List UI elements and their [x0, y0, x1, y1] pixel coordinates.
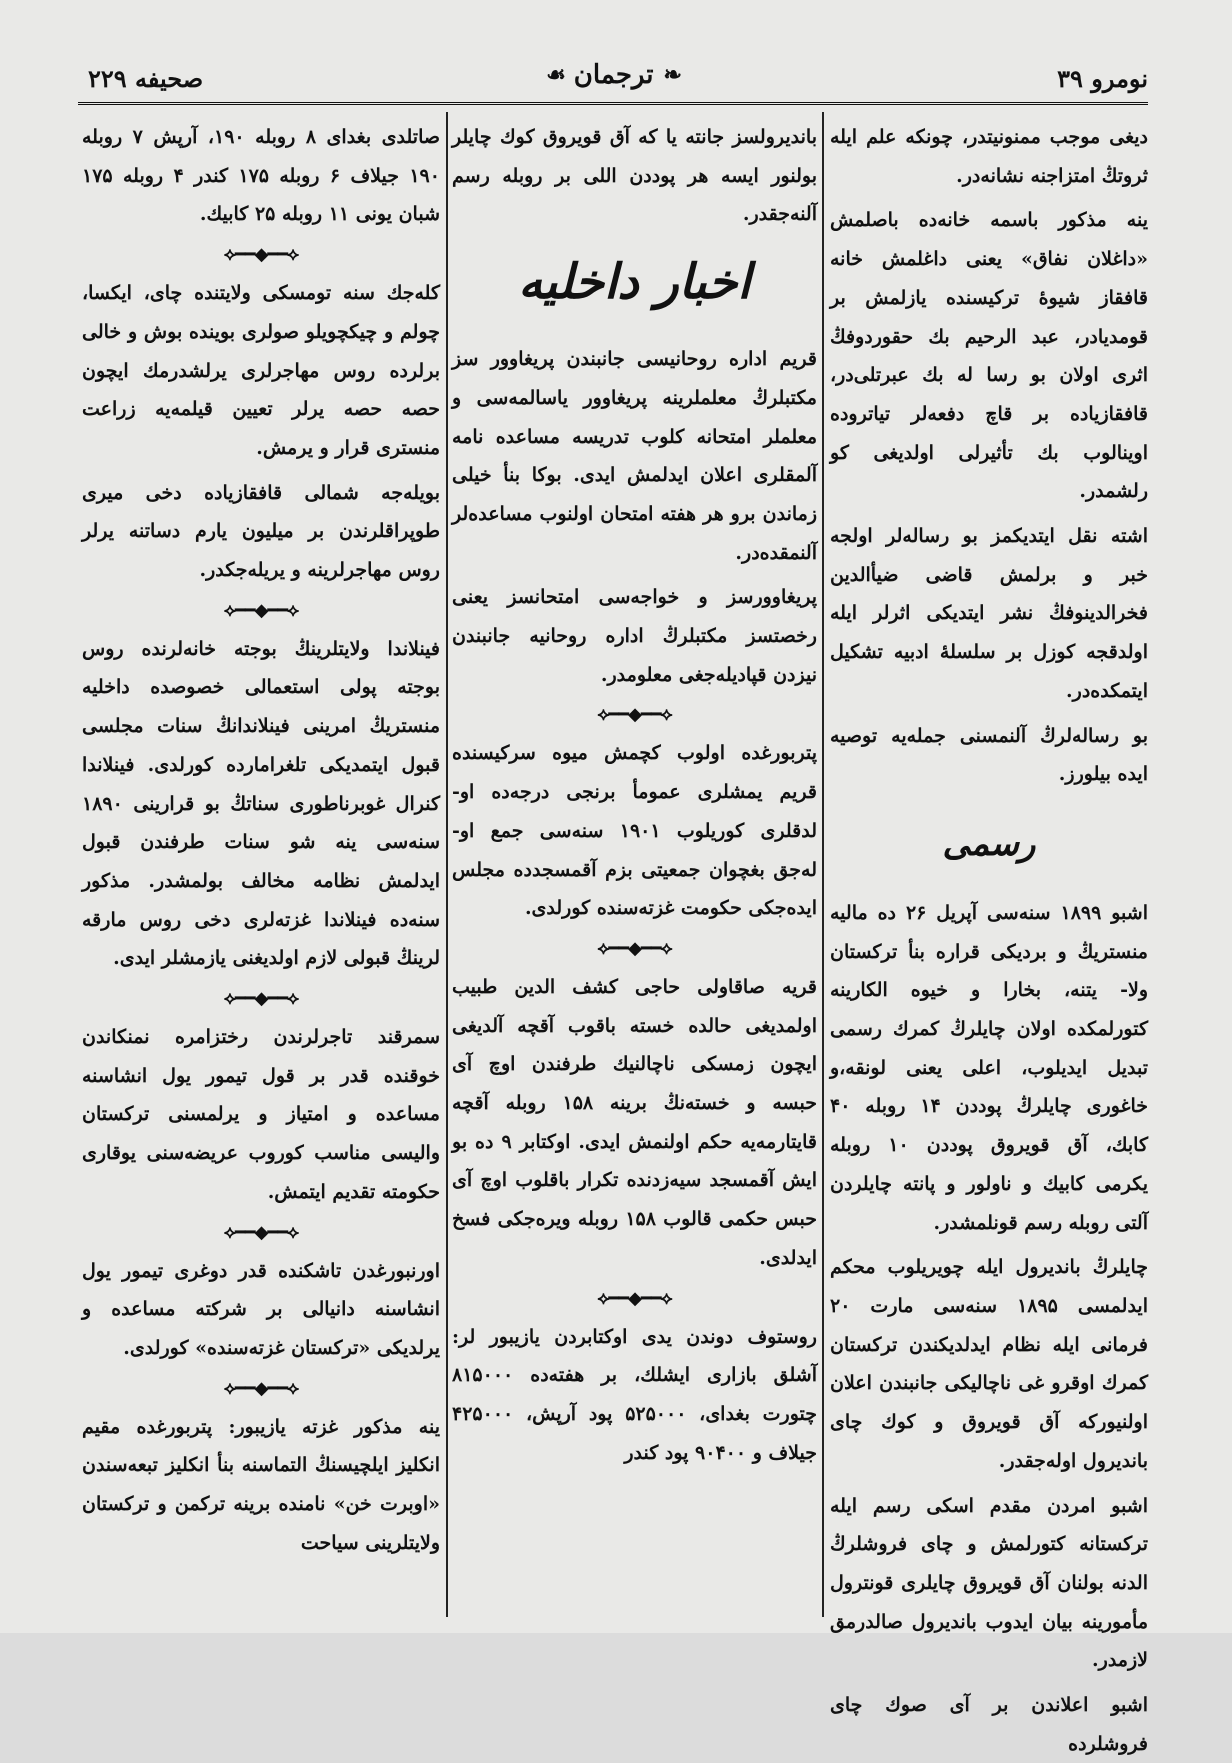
ornament-divider: ⟡━━◆━━⟡	[224, 988, 298, 1010]
article-paragraph: صاتلدی بغدای ۸ روبله ۱۹۰، آرپش ۷ روبله ۱۹۰ جیلاف ۶ روبله ۱۷۵ کندر ۴ روبله ۱۷۵ شبان یونی ۱۱ روبله ۲۵ کابیك.	[82, 126, 441, 226]
article-paragraph: قریه صاقاولی حاجی کشف الدین طبیب اولمدیغی حالده خسته باقوب آقچه آلدیغی ایچون زمسکی ناچالنیك طرفندن اوچ آی حبسه و خسته‌نڭ برینه ۱۵۸ روبله آقچه قایتارمه‌یه حکم اولنمش ایدی. اوکتابر ۹ ده بو ایش آقمسجد سیه‌زدنده تکرار باقلوب اوچ آی حبس حکمی قالوب ۱۵۸ روبله ویره‌جکی فسخ ایدلدی.	[452, 975, 818, 1269]
article-paragraph: سمرقند تاجرلرندن رختزامره نمنکاندن خوقنده قدر بر قول تیمور یول انشاسنه مساعده و امتیاز و یرلمسنی ترکستان والیسی مناسب کوروب عریضه‌سنی یوقاری حکومته تقدیم ایتمش.	[82, 1026, 440, 1203]
article-paragraph: پریغاوورسز و خواجه‌سی امتحانسز یعنی رخصتسز مکتبلرڭ اداره روحانیه جانبندن نیزدن قپادیله‌جغی معلومدر.	[452, 586, 817, 686]
article-paragraph: باندیرولسز جانته یا که آق قویروق کوك چایلر بولنور ایسه هر پوددن اللی بر روبله رسم آلنه‌جقدر.	[452, 126, 817, 226]
column-left	[82, 118, 440, 1618]
article-paragraph: اشبو ۱۸۹۹ سنه‌سی آپریل ۲۶ ده مالیه منستریڭ و بردیکی قراره بنأ ترکستان ولا- یتنه، بخارا و خیوه الکارینه کتورلمکده اولان چایلرڭ کمرك رسمی تبدیل ایدیلوب، اعلی یعنی لونقه،و خاغوری چایلرڭ پوددن ۱۴ روبله ۴۰ کابك، آق قویروق پوددن ۱۰ روبله یکرمی کابیك و ناولور و پانته چایلردن آلتی روبله رسم قونلمشدر.	[830, 901, 1149, 1234]
header-rule	[78, 102, 1148, 105]
ornament-divider: ⟡━━◆━━⟡	[224, 599, 298, 621]
article-paragraph: ینه مذکور باسمه خانه‌ده باصلمش «داغلان نفاق» یعنی داغلمش خانه قافقاز شیوهٔ ترکیسنده یازلمش بر قومدیادر، عبد الرحیم بك حقوردوفڭ اثری اولان بو رسا له بك عبرتلی‌در، قافقازیاده بر قاچ دفعه‌لر تیاتروده اوینالوب بك تأثیرلی اولدیغی کو رلشمدر.	[830, 209, 1148, 503]
ornament-divider: ⟡━━◆━━⟡	[224, 1221, 298, 1243]
ornament-icon: ❧	[663, 62, 680, 88]
issue-number: نومرو ۳۹	[1057, 64, 1148, 93]
article-paragraph: چایلرڭ باندیرول ایله چویریلوب محکم ایدلمسی ۱۸۹۵ سنه‌سی مارت ۲۰ فرمانی ایله نظام ایدلدیکندن ترکستان کمرك اوقرو غی ناچالیکی جانبندن اعلان اولنیورکه آق قویروق و کوك چای باندیرول اوله‌جقدر.	[830, 1256, 1148, 1472]
article-paragraph: اورنبورغدن تاشکنده قدر دوغری تیمور یول انشاسنه دانیالی بر شرکته مساعده و یرلدیکی «ترکستان غزته‌سنده» کورلدی.	[82, 1259, 440, 1359]
ornament-divider: ⟡━━◆━━⟡	[224, 244, 298, 266]
article-paragraph: ینه مذکور غزته یازیبور: پتربورغده مقیم انکلیز ایلچیسنڭ التماسنه بنأ انکلیز تبعه‌سندن «اوبرت خن» نامنده برینه ترکمن و ترکستان ولایتلرینی سیاحت	[82, 1415, 440, 1554]
article-paragraph: پتربورغده اولوب کچمش میوه سرکیسنده قریم یمشلری عمومأ برنجی درجه‌ده او- لدقلری کوریلوب ۱۹۰۱ سنه‌سی جمع او- له‌جق بغچوان جمعیتی بزم آقمسجدده مجلس ایده‌جکی حکومت غزته‌سنده کورلدی.	[452, 742, 817, 920]
ornament-divider: ⟡━━◆━━⟡	[224, 1377, 298, 1399]
ornament-icon: ☙	[546, 62, 564, 88]
article-paragraph: دیغی موجب ممنونیتدر، چونکه علم ایله ثروتڭ امتزاجنه نشانه‌در.	[830, 126, 1148, 187]
column-divider	[446, 112, 448, 1617]
page-header	[78, 60, 1148, 100]
section-title-official: رسمی	[942, 823, 1036, 864]
article-paragraph: بو رساله‌لرڭ آلنمسنی جمله‌یه توصیه ایده بیلورز.	[830, 724, 1148, 786]
article-paragraph: کله‌جك سنه تومسکی ولایتنده چای، ایکسا، چولم و چیکچویلو صولری بوینده بوش و خالی برلرده روس مهاجرلری یرلشدرمك ایچون حصه حصه یرلر تعیین قیلمه‌یه زراعت منستری قرار و یرمش.	[82, 282, 440, 459]
article-paragraph: اشبو امردن مقدم اسکی رسم ایله ترکستانه کتورلمش و چای فروشلرڭ الدنه بولنان آق قویروق چایلری قونترول مأمورینه بیان ایدوب باندیرول صالدرمق لازمدر.	[830, 1494, 1148, 1672]
article-paragraph: اشبو اعلاندن بر آی صوك چای فروشلرده	[830, 1694, 1148, 1755]
section-title-domestic-news: اخبار داخلیه	[518, 254, 751, 311]
ornament-divider: ⟡━━◆━━⟡	[597, 1287, 672, 1309]
article-paragraph: قریم اداره روحانیسی جانبندن پریغاوور سز مکتبلرڭ معلملرینه پریغاوور یاسالمه‌سی و معلملر امتحانه کلوب تدریسه مساعده نامه آلمقلری اعلان ایدلمش ایدی. بوکا بنأ خیلی زماندن برو هر هفته امتحان اولنوب مساعده‌لر آلنمقده‌در.	[452, 348, 817, 564]
newspaper-title-text: ترجمان	[573, 60, 654, 90]
column-middle	[452, 118, 817, 1618]
ornament-divider: ⟡━━◆━━⟡	[597, 937, 672, 959]
article-paragraph: بویله‌جه شمالی قافقازیاده دخی میری طوپراقلرندن بر میلیون یارم دساتنه یرلر روس مهاجرلرینه و یریله‌جکدر.	[82, 481, 440, 582]
column-right	[830, 118, 1149, 1755]
page-number: صحیفه ۲۲۹	[88, 64, 204, 93]
newspaper-title	[546, 60, 680, 90]
article-paragraph: روستوف دوندن یدی اوکتابردن یازیبور لر: آشلق بازاری ایشلك، بر هفته‌ده ۸۱۵۰۰۰ چتورت بغدای، ۵۲۵۰۰۰ پود آرپش، ۴۲۵۰۰۰ جیلاف و ۹۰۴۰۰ پود کندر	[452, 1325, 818, 1464]
article-paragraph: اشته نقل ایتدیکمز بو رساله‌لر اولجه خبر و برلمش قاضی ضیأالدین فخرالدینوفڭ نشر ایتدیکی اثرلر ایله اولدقجه کوزل بر سلسلهٔ ادبیه تشکیل ایتمکده‌در.	[830, 525, 1148, 702]
article-paragraph: فینلاندا ولایتلرینڭ بوجته خانه‌لرنده روس بوجته پولی استعمالی خصوصده داخلیه منستریڭ امرینی فینلاندانڭ سنات مجلسی قبول ایتمدیکی تلغرامارده کورلدی. فینلاندا کنرال غوبرناطوری سناتڭ بو قرارینی ۱۸۹۰ سنه‌سی ینه شو سنات طرفندن قبول ایدلمش نظامه مخالف بولمشدر. مذکور سنه‌ده فینلاندا غزته‌لری دخی روس مارقه لرینڭ قبولی لازم اولدیغنی یازمشلر ایدی.	[82, 637, 440, 970]
column-divider	[822, 112, 824, 1617]
ornament-divider: ⟡━━◆━━⟡	[597, 704, 672, 726]
